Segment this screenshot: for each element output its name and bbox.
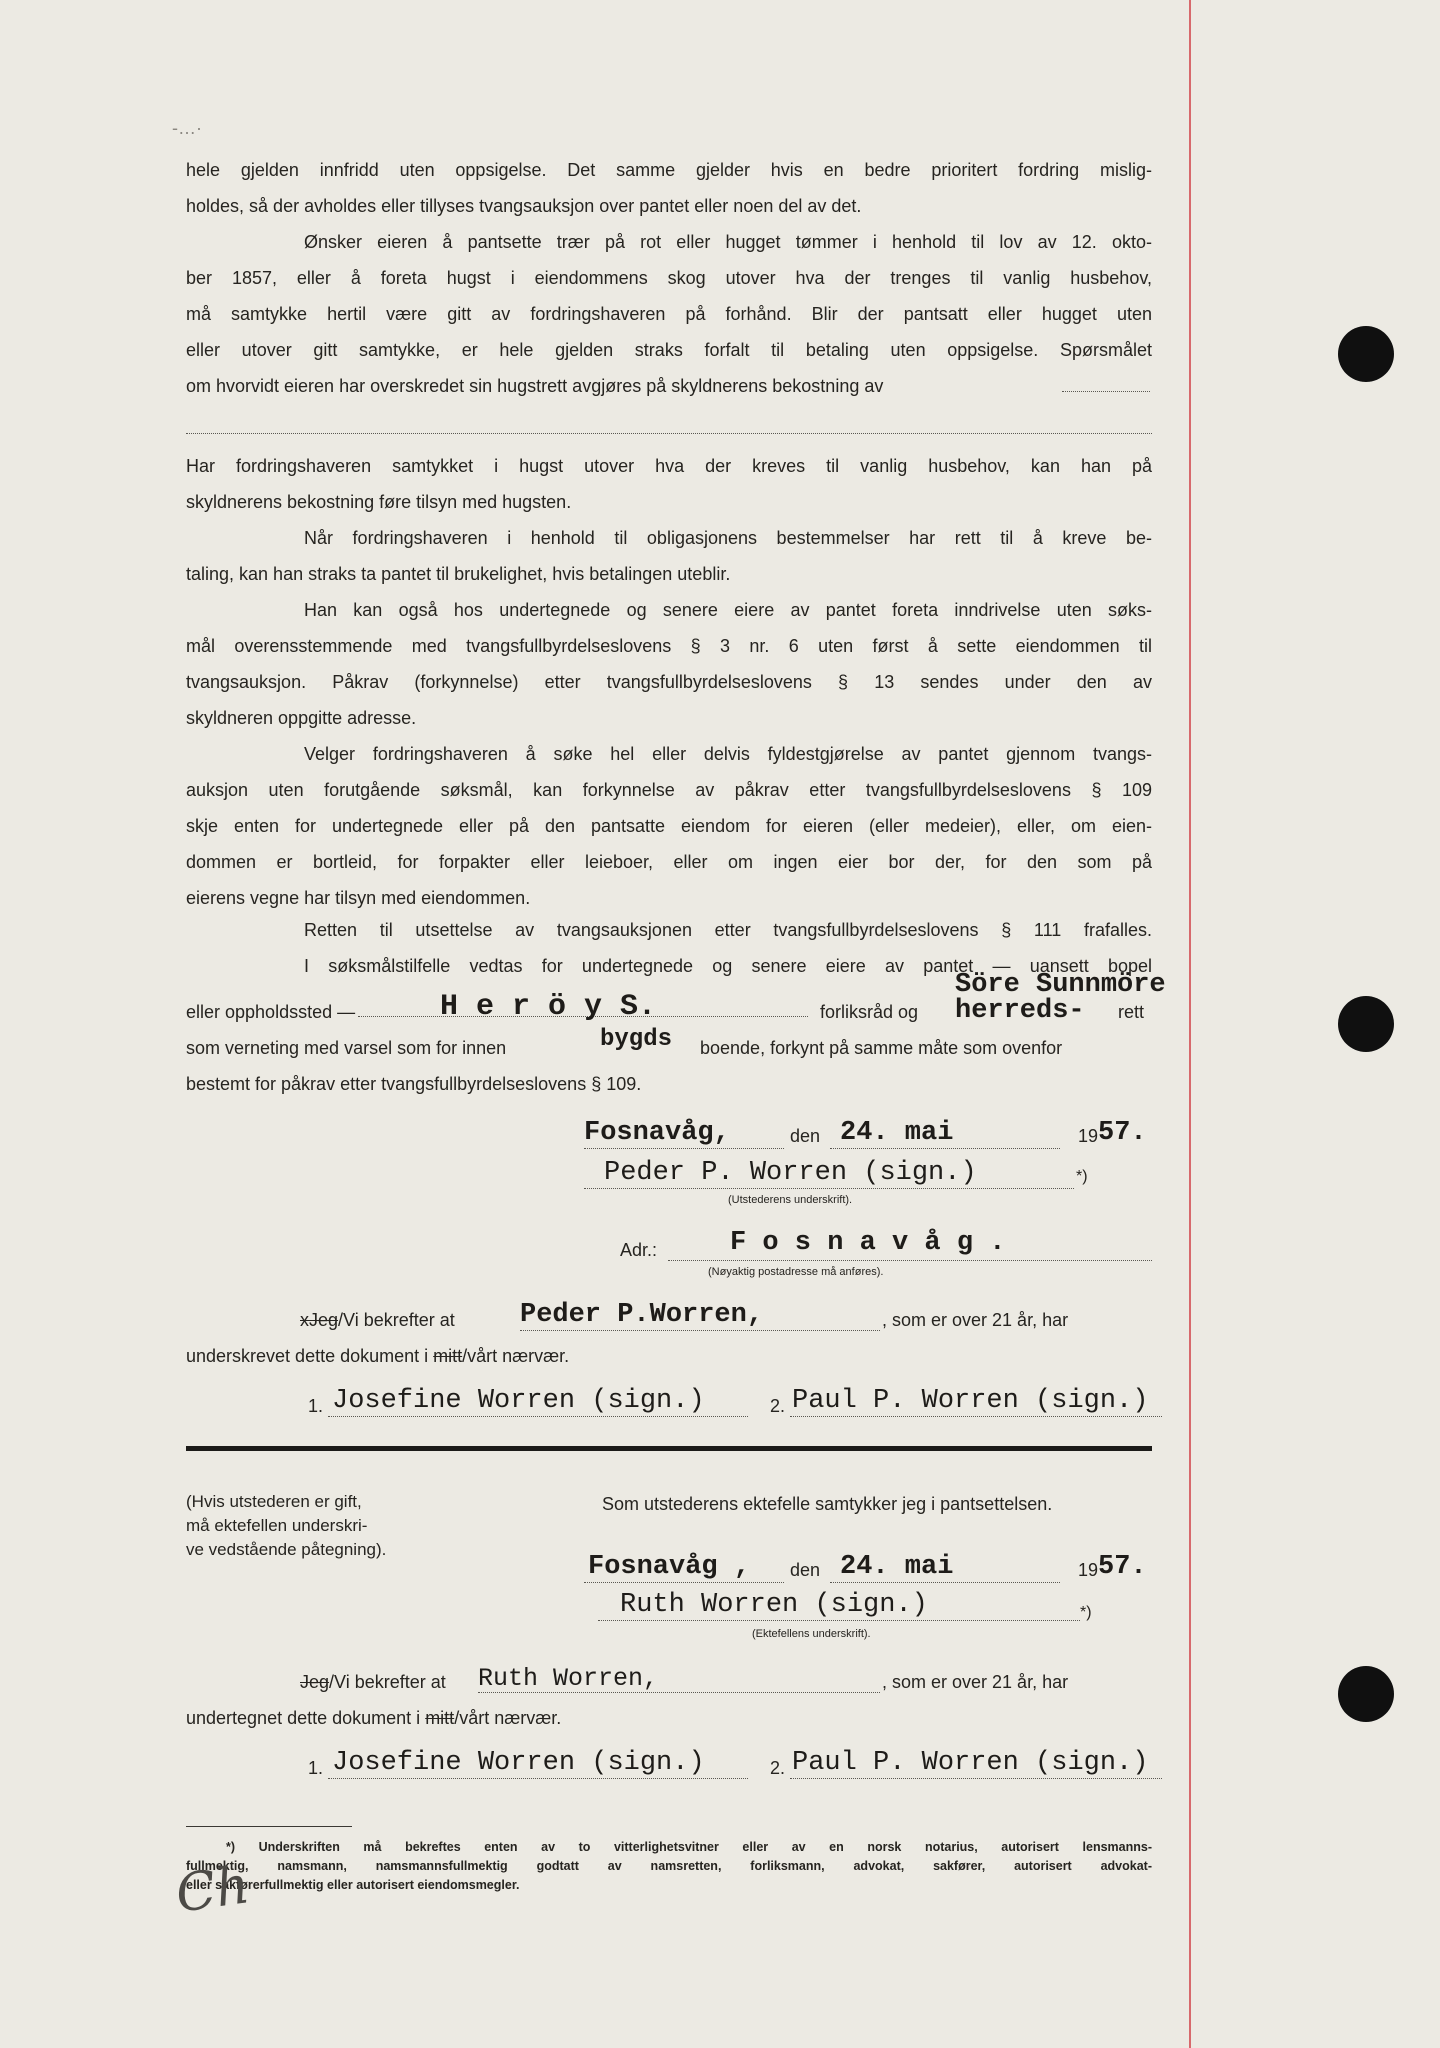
typed-forliksrad: H e r ö y S. — [440, 990, 657, 1024]
paragraph-6: Velger fordringshaveren å søke hel eller delvis fyldestgjørelse av pantet gjennom tvangs- auksjon uten forutgående søksmål, kan forkynnelse av påkrav etter tvangsfullbyrdelseslovens § 109 skje enten for undertegnede eller på den pantsatte eiendom for eieren (eller medeier), eller, om eien- dommen er bortleid, for forpakter eller leieboer, eller om ingen eier bor der, for den som på eierens vegne har tilsyn med eiendommen. — [186, 744, 1152, 908]
witness1-name: Peder P.Worren, — [520, 1300, 764, 1330]
sig1-signer: Peder P. Worren (sign.) — [604, 1158, 977, 1188]
sig1-place: Fosnavåg, — [584, 1118, 730, 1148]
punch-hole-bottom — [1338, 1666, 1394, 1722]
witness2-signature-1: Josefine Worren (sign.) — [332, 1748, 705, 1778]
sig1-date: 24. mai — [840, 1118, 954, 1148]
sig1-address: F o s n a v å g . — [730, 1228, 1006, 1258]
paragraph-8: I søksmålstilfelle vedtas for undertegnede og senere eiere av pantet — uansett bopel — [304, 956, 1152, 976]
footnote: *) Underskriften må bekreftes enten av to vitterlighetsvitner eller av en norsk notarius, autorisert lensmanns- fullmektig, namsmann, namsmannsfullmektig godtatt av namsretten, forliksmann, advokat, sakfører, autorisert advokat- eller sakførerfullmektig eller autorisert eiendomsmegler. — [186, 1840, 1152, 1892]
margin-rule — [1189, 0, 1191, 2048]
typed-rett-2: herreds- — [955, 996, 1085, 1026]
handwritten-initials: Ch — [172, 1855, 254, 1925]
witness2-name: Ruth Worren, — [478, 1664, 659, 1693]
witness2-signature-2: Paul P. Worren (sign.) — [792, 1748, 1149, 1778]
paragraph-7: Retten til utsettelse av tvangsauksjonen etter tvangsfullbyrdelseslovens § 111 frafalles. — [304, 920, 1152, 940]
spouse-signer: Ruth Worren (sign.) — [620, 1590, 928, 1620]
spouse-place: Fosnavåg , — [588, 1552, 751, 1582]
dotted-fill — [186, 433, 1152, 434]
punch-hole-middle — [1338, 996, 1394, 1052]
paragraph-1: hele gjelden innfridd uten oppsigelse. Det samme gjelder hvis en bedre prioritert fordring mislig- holdes, så der avholdes eller tillyses tvangsauksjon over pantet eller noen del av det. — [186, 160, 1152, 216]
typed-rett-1: Söre Sunnmöre — [955, 970, 1166, 1000]
paragraph-3: Har fordringshaveren samtykket i hugst utover hva der kreves til vanlig husbehov, kan han på skyldnerens bekostning føre tilsyn med hugsten. — [186, 456, 1152, 512]
paragraph-4: Når fordringshaveren i henhold til obligasjonens bestemmelser har rett til å kreve be- taling, kan han straks ta pantet til brukelighet, hvis betalingen uteblir. — [186, 528, 1152, 584]
spouse-note: (Hvis utstederen er gift, må ektefellen underskri- ve vedstående påtegning). — [186, 1492, 387, 1559]
footnote-rule — [186, 1826, 352, 1827]
typed-bygds: bygds — [600, 1026, 673, 1053]
spouse-date: 24. mai — [840, 1552, 954, 1582]
witness1-signature-1: Josefine Worren (sign.) — [332, 1386, 705, 1416]
spouse-consent: Som utstederens ektefelle samtykker jeg i pantsettelsen. — [602, 1494, 1053, 1514]
paragraph-5: Han kan også hos undertegnede og senere eiere av pantet foreta inndrivelse uten søks- mål overensstemmende med tvangsfullbyrdelseslovens § 3 nr. 6 uten først å sette eiendommen til tvangsauksjon. Påkrav (forkynnelse) etter tvangsfullbyrdelseslovens § 13 sendes under den av skyldneren oppgitte adresse. — [186, 600, 1152, 728]
dotted-fill — [1062, 391, 1150, 392]
corner-mark: -…· — [172, 118, 202, 138]
witness1-signature-2: Paul P. Worren (sign.) — [792, 1386, 1149, 1416]
punch-hole-top — [1338, 326, 1394, 382]
paragraph-2: Ønsker eieren å pantsette trær på rot eller hugget tømmer i henhold til lov av 12. okto- ber 1857, eller å foreta hugst i eiendommens skog utover hva der trenges til vanlig husbehov, må samtykke hertil være gitt av fordringshaveren på forhånd. Blir der pantsatt eller hugget uten eller utover gitt samtykke, er hele gjelden straks forfalt til betaling uten oppsigelse. Spørsmålet om hvorvidt eieren har overskredet sin hugstrett avgjøres på skyldnerens bekostning av — [186, 232, 1152, 396]
section-divider — [186, 1446, 1152, 1451]
